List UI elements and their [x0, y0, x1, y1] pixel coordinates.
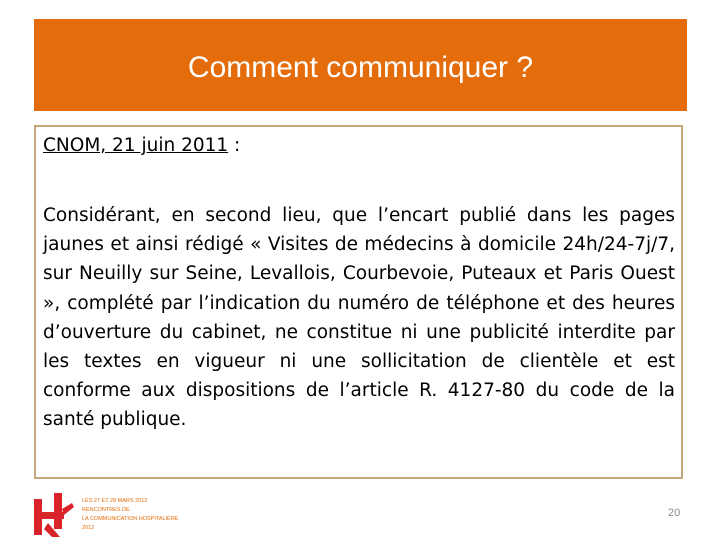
- footer-caption-line: 2012: [82, 525, 95, 531]
- reference-line: [43, 135, 240, 156]
- hospital-h-logo-icon: [34, 493, 74, 537]
- content-box: [34, 125, 683, 479]
- page-number: 20: [668, 507, 681, 519]
- reference-colon: :: [228, 135, 241, 156]
- title-bar: [34, 19, 687, 111]
- footer-caption-line: LES 27 ET 28 MARS 2012: [82, 498, 148, 504]
- body-paragraph: Considérant, en second lieu, que l’encart publié dans les pages jaunes et ainsi rédigé « Visites de médecins à domicile 24h/24-7j/7, sur Neuilly sur Seine, Levallois, Courbevoie, Puteaux et Paris Ouest », complété par l’indication du numéro de téléphone et des heures d’ouverture du cabinet, ne constitue ni une publicité interdite par les textes en vigueur ni une sollicitation de clientèle et est conforme aux dispositions de l’article R. 4127-80 du code de la santé publique.: [43, 205, 675, 431]
- reference-date: CNOM, 21 juin 2011: [43, 135, 229, 156]
- footer-caption-line: RENCONTRES DE: [82, 507, 130, 513]
- slide-title: Comment communiquer ?: [187, 51, 534, 84]
- footer-caption-line: LA COMMUNICATION HOSPITALIÈRE: [82, 516, 179, 522]
- footer-caption: [82, 497, 178, 533]
